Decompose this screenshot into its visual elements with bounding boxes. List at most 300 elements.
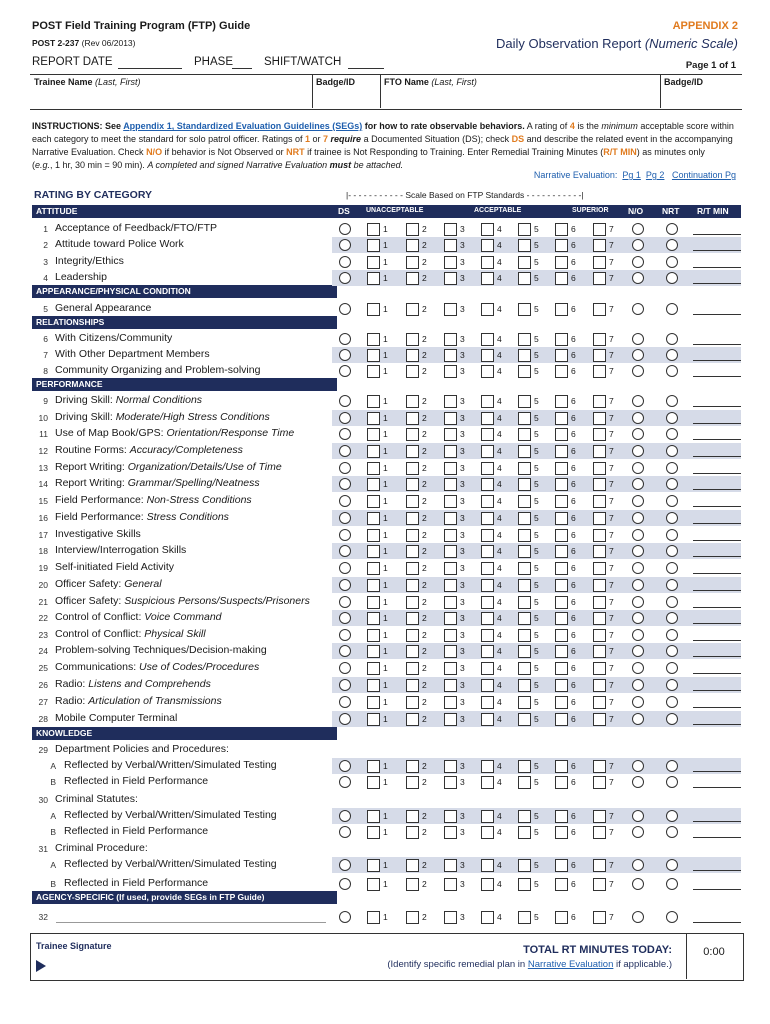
narrative-pg2-link[interactable]: Pg 2 [645,170,665,180]
rating-5-checkbox[interactable] [518,478,531,491]
rating-6-checkbox[interactable] [555,428,568,441]
nrt-radio[interactable] [666,562,678,574]
rating-3-checkbox[interactable] [444,223,457,236]
rating-5-checkbox[interactable] [518,512,531,525]
rating-2-checkbox[interactable] [406,412,419,425]
narrative-evaluation-link[interactable]: Narrative Evaluation [527,959,614,970]
rating-3-checkbox[interactable] [444,303,457,316]
rating-6-checkbox[interactable] [555,596,568,609]
rating-4-checkbox[interactable] [481,365,494,378]
seg-link[interactable]: Appendix 1, Standardized Evaluation Guidelines (SEGs) [123,121,363,131]
rating-3-checkbox[interactable] [444,365,457,378]
ds-radio[interactable] [339,462,351,474]
rt-min-field[interactable] [693,376,741,377]
rating-5-checkbox[interactable] [518,859,531,872]
rating-1-checkbox[interactable] [367,395,380,408]
rating-3-checkbox[interactable] [444,810,457,823]
rating-4-checkbox[interactable] [481,760,494,773]
rating-5-checkbox[interactable] [518,810,531,823]
rating-3-checkbox[interactable] [444,612,457,625]
rating-2-checkbox[interactable] [406,445,419,458]
rt-min-field[interactable] [693,673,741,674]
ds-radio[interactable] [339,826,351,838]
ds-radio[interactable] [339,495,351,507]
rt-min-field[interactable] [693,922,741,923]
rating-4-checkbox[interactable] [481,629,494,642]
rt-min-field[interactable] [693,590,741,591]
not-observed-radio[interactable] [632,303,644,315]
nrt-radio[interactable] [666,239,678,251]
rating-6-checkbox[interactable] [555,612,568,625]
rating-7-checkbox[interactable] [593,272,606,285]
rating-5-checkbox[interactable] [518,428,531,441]
ds-radio[interactable] [339,478,351,490]
rating-6-checkbox[interactable] [555,445,568,458]
rating-1-checkbox[interactable] [367,878,380,891]
rating-3-checkbox[interactable] [444,529,457,542]
ds-radio[interactable] [339,303,351,315]
rt-min-field[interactable] [693,690,741,691]
rating-2-checkbox[interactable] [406,239,419,252]
rating-5-checkbox[interactable] [518,495,531,508]
rating-1-checkbox[interactable] [367,272,380,285]
rating-4-checkbox[interactable] [481,562,494,575]
rating-5-checkbox[interactable] [518,256,531,269]
not-observed-radio[interactable] [632,223,644,235]
ds-radio[interactable] [339,272,351,284]
rating-5-checkbox[interactable] [518,239,531,252]
rating-4-checkbox[interactable] [481,478,494,491]
rt-min-field[interactable] [693,787,741,788]
rating-7-checkbox[interactable] [593,365,606,378]
rating-5-checkbox[interactable] [518,679,531,692]
rating-2-checkbox[interactable] [406,696,419,709]
rt-min-field[interactable] [693,267,741,268]
ds-radio[interactable] [339,562,351,574]
rating-2-checkbox[interactable] [406,545,419,558]
rating-6-checkbox[interactable] [555,645,568,658]
nrt-radio[interactable] [666,395,678,407]
nrt-radio[interactable] [666,878,678,890]
narrative-pg1-link[interactable]: Pg 1 [622,170,641,180]
nrt-radio[interactable] [666,911,678,923]
rating-1-checkbox[interactable] [367,495,380,508]
rating-5-checkbox[interactable] [518,911,531,924]
rating-5-checkbox[interactable] [518,303,531,316]
rating-1-checkbox[interactable] [367,545,380,558]
rating-6-checkbox[interactable] [555,662,568,675]
rt-min-field[interactable] [693,556,741,557]
not-observed-radio[interactable] [632,256,644,268]
ds-radio[interactable] [339,428,351,440]
rating-6-checkbox[interactable] [555,223,568,236]
not-observed-radio[interactable] [632,696,644,708]
rating-3-checkbox[interactable] [444,562,457,575]
rating-3-checkbox[interactable] [444,512,457,525]
ds-radio[interactable] [339,629,351,641]
rating-3-checkbox[interactable] [444,478,457,491]
rating-2-checkbox[interactable] [406,272,419,285]
nrt-radio[interactable] [666,478,678,490]
rt-min-field[interactable] [693,623,741,624]
rating-1-checkbox[interactable] [367,445,380,458]
ds-radio[interactable] [339,256,351,268]
rating-1-checkbox[interactable] [367,645,380,658]
rating-6-checkbox[interactable] [555,776,568,789]
rating-1-checkbox[interactable] [367,713,380,726]
rating-7-checkbox[interactable] [593,878,606,891]
rating-1-checkbox[interactable] [367,596,380,609]
rating-5-checkbox[interactable] [518,545,531,558]
rt-min-field[interactable] [693,870,741,871]
not-observed-radio[interactable] [632,629,644,641]
nrt-radio[interactable] [666,760,678,772]
rating-3-checkbox[interactable] [444,629,457,642]
rating-6-checkbox[interactable] [555,365,568,378]
rating-1-checkbox[interactable] [367,612,380,625]
rating-4-checkbox[interactable] [481,612,494,625]
rating-7-checkbox[interactable] [593,239,606,252]
rt-min-field[interactable] [693,837,741,838]
rating-2-checkbox[interactable] [406,428,419,441]
rating-7-checkbox[interactable] [593,859,606,872]
rt-min-field[interactable] [693,656,741,657]
not-observed-radio[interactable] [632,713,644,725]
rating-7-checkbox[interactable] [593,911,606,924]
rating-6-checkbox[interactable] [555,878,568,891]
rating-7-checkbox[interactable] [593,462,606,475]
rating-1-checkbox[interactable] [367,562,380,575]
rating-1-checkbox[interactable] [367,333,380,346]
rating-7-checkbox[interactable] [593,679,606,692]
ds-radio[interactable] [339,333,351,345]
report-date-field[interactable] [118,68,182,69]
not-observed-radio[interactable] [632,395,644,407]
rating-5-checkbox[interactable] [518,878,531,891]
nrt-radio[interactable] [666,826,678,838]
rating-1-checkbox[interactable] [367,223,380,236]
agency-specific-field[interactable] [56,922,326,923]
rating-5-checkbox[interactable] [518,562,531,575]
rating-5-checkbox[interactable] [518,223,531,236]
rating-2-checkbox[interactable] [406,495,419,508]
rating-2-checkbox[interactable] [406,512,419,525]
ds-radio[interactable] [339,239,351,251]
rt-min-field[interactable] [693,607,741,608]
rating-6-checkbox[interactable] [555,911,568,924]
rating-7-checkbox[interactable] [593,495,606,508]
shift-field[interactable] [348,68,384,69]
not-observed-radio[interactable] [632,428,644,440]
rating-7-checkbox[interactable] [593,478,606,491]
rating-5-checkbox[interactable] [518,412,531,425]
ds-radio[interactable] [339,223,351,235]
rating-1-checkbox[interactable] [367,579,380,592]
rt-min-field[interactable] [693,250,741,251]
ds-radio[interactable] [339,445,351,457]
rt-min-field[interactable] [693,523,741,524]
rating-5-checkbox[interactable] [518,579,531,592]
rating-3-checkbox[interactable] [444,349,457,362]
rating-7-checkbox[interactable] [593,596,606,609]
rating-3-checkbox[interactable] [444,428,457,441]
rating-5-checkbox[interactable] [518,395,531,408]
rating-4-checkbox[interactable] [481,529,494,542]
rating-6-checkbox[interactable] [555,272,568,285]
rating-6-checkbox[interactable] [555,760,568,773]
rating-5-checkbox[interactable] [518,445,531,458]
rating-3-checkbox[interactable] [444,545,457,558]
not-observed-radio[interactable] [632,495,644,507]
nrt-radio[interactable] [666,662,678,674]
rating-2-checkbox[interactable] [406,579,419,592]
rating-3-checkbox[interactable] [444,272,457,285]
rating-7-checkbox[interactable] [593,662,606,675]
nrt-radio[interactable] [666,365,678,377]
rating-4-checkbox[interactable] [481,826,494,839]
rating-3-checkbox[interactable] [444,679,457,692]
ds-radio[interactable] [339,713,351,725]
rating-2-checkbox[interactable] [406,223,419,236]
rating-3-checkbox[interactable] [444,662,457,675]
rating-7-checkbox[interactable] [593,562,606,575]
ds-radio[interactable] [339,911,351,923]
rating-3-checkbox[interactable] [444,878,457,891]
rating-7-checkbox[interactable] [593,445,606,458]
rating-5-checkbox[interactable] [518,776,531,789]
rating-2-checkbox[interactable] [406,826,419,839]
rating-3-checkbox[interactable] [444,445,457,458]
rating-4-checkbox[interactable] [481,679,494,692]
rating-4-checkbox[interactable] [481,239,494,252]
rt-min-field[interactable] [693,473,741,474]
rating-4-checkbox[interactable] [481,445,494,458]
nrt-radio[interactable] [666,696,678,708]
rating-4-checkbox[interactable] [481,696,494,709]
rating-4-checkbox[interactable] [481,810,494,823]
rating-7-checkbox[interactable] [593,333,606,346]
rating-5-checkbox[interactable] [518,529,531,542]
rating-5-checkbox[interactable] [518,713,531,726]
nrt-radio[interactable] [666,303,678,315]
nrt-radio[interactable] [666,272,678,284]
rt-min-field[interactable] [693,283,741,284]
nrt-radio[interactable] [666,512,678,524]
rating-7-checkbox[interactable] [593,826,606,839]
rating-2-checkbox[interactable] [406,713,419,726]
ds-radio[interactable] [339,859,351,871]
rating-6-checkbox[interactable] [555,579,568,592]
rating-1-checkbox[interactable] [367,776,380,789]
rating-7-checkbox[interactable] [593,629,606,642]
rating-2-checkbox[interactable] [406,662,419,675]
rating-1-checkbox[interactable] [367,478,380,491]
rating-4-checkbox[interactable] [481,256,494,269]
rating-4-checkbox[interactable] [481,333,494,346]
rt-min-field[interactable] [693,234,741,235]
not-observed-radio[interactable] [632,512,644,524]
rating-4-checkbox[interactable] [481,349,494,362]
rating-4-checkbox[interactable] [481,645,494,658]
nrt-radio[interactable] [666,810,678,822]
ds-radio[interactable] [339,696,351,708]
signature-field[interactable] [52,952,302,974]
rating-4-checkbox[interactable] [481,713,494,726]
rating-1-checkbox[interactable] [367,512,380,525]
rating-2-checkbox[interactable] [406,349,419,362]
rating-1-checkbox[interactable] [367,760,380,773]
rating-4-checkbox[interactable] [481,911,494,924]
rt-min-field[interactable] [693,640,741,641]
rt-min-field[interactable] [693,889,741,890]
nrt-radio[interactable] [666,545,678,557]
rating-3-checkbox[interactable] [444,859,457,872]
rating-1-checkbox[interactable] [367,810,380,823]
nrt-radio[interactable] [666,412,678,424]
nrt-radio[interactable] [666,579,678,591]
rating-2-checkbox[interactable] [406,596,419,609]
rating-6-checkbox[interactable] [555,696,568,709]
phase-field[interactable] [232,68,252,69]
not-observed-radio[interactable] [632,911,644,923]
nrt-radio[interactable] [666,349,678,361]
rating-4-checkbox[interactable] [481,395,494,408]
rating-1-checkbox[interactable] [367,629,380,642]
rating-5-checkbox[interactable] [518,349,531,362]
rating-7-checkbox[interactable] [593,696,606,709]
ds-radio[interactable] [339,412,351,424]
not-observed-radio[interactable] [632,445,644,457]
rating-5-checkbox[interactable] [518,662,531,675]
nrt-radio[interactable] [666,445,678,457]
nrt-radio[interactable] [666,645,678,657]
rt-min-field[interactable] [693,573,741,574]
rating-4-checkbox[interactable] [481,412,494,425]
rt-min-field[interactable] [693,724,741,725]
ds-radio[interactable] [339,662,351,674]
ds-radio[interactable] [339,349,351,361]
nrt-radio[interactable] [666,859,678,871]
rating-4-checkbox[interactable] [481,223,494,236]
rating-7-checkbox[interactable] [593,395,606,408]
rating-6-checkbox[interactable] [555,349,568,362]
rating-7-checkbox[interactable] [593,645,606,658]
rating-2-checkbox[interactable] [406,462,419,475]
rating-3-checkbox[interactable] [444,462,457,475]
rt-min-field[interactable] [693,360,741,361]
rating-4-checkbox[interactable] [481,878,494,891]
rating-3-checkbox[interactable] [444,239,457,252]
rating-4-checkbox[interactable] [481,579,494,592]
ds-radio[interactable] [339,810,351,822]
rating-4-checkbox[interactable] [481,545,494,558]
not-observed-radio[interactable] [632,859,644,871]
rating-5-checkbox[interactable] [518,272,531,285]
rating-3-checkbox[interactable] [444,760,457,773]
not-observed-radio[interactable] [632,462,644,474]
rating-1-checkbox[interactable] [367,428,380,441]
rating-2-checkbox[interactable] [406,859,419,872]
rating-1-checkbox[interactable] [367,662,380,675]
rt-min-field[interactable] [693,439,741,440]
rating-3-checkbox[interactable] [444,596,457,609]
ds-radio[interactable] [339,645,351,657]
rating-4-checkbox[interactable] [481,462,494,475]
rt-min-field[interactable] [693,540,741,541]
nrt-radio[interactable] [666,333,678,345]
rating-6-checkbox[interactable] [555,859,568,872]
rt-min-field[interactable] [693,314,741,315]
ds-radio[interactable] [339,596,351,608]
rating-1-checkbox[interactable] [367,349,380,362]
rating-4-checkbox[interactable] [481,512,494,525]
rating-2-checkbox[interactable] [406,529,419,542]
rating-6-checkbox[interactable] [555,462,568,475]
rating-1-checkbox[interactable] [367,239,380,252]
rating-5-checkbox[interactable] [518,826,531,839]
not-observed-radio[interactable] [632,239,644,251]
rating-5-checkbox[interactable] [518,645,531,658]
rating-1-checkbox[interactable] [367,365,380,378]
nrt-radio[interactable] [666,776,678,788]
not-observed-radio[interactable] [632,776,644,788]
ds-radio[interactable] [339,579,351,591]
rating-5-checkbox[interactable] [518,629,531,642]
ds-radio[interactable] [339,395,351,407]
rating-2-checkbox[interactable] [406,303,419,316]
nrt-radio[interactable] [666,428,678,440]
rating-6-checkbox[interactable] [555,826,568,839]
narrative-continuation-link[interactable]: Continuation Pg [671,170,736,180]
rating-6-checkbox[interactable] [555,512,568,525]
rating-3-checkbox[interactable] [444,579,457,592]
rating-7-checkbox[interactable] [593,713,606,726]
rating-4-checkbox[interactable] [481,859,494,872]
rating-4-checkbox[interactable] [481,662,494,675]
rt-min-field[interactable] [693,423,741,424]
not-observed-radio[interactable] [632,478,644,490]
rating-7-checkbox[interactable] [593,512,606,525]
not-observed-radio[interactable] [632,878,644,890]
rating-3-checkbox[interactable] [444,256,457,269]
rating-7-checkbox[interactable] [593,303,606,316]
nrt-radio[interactable] [666,256,678,268]
rating-3-checkbox[interactable] [444,713,457,726]
rating-2-checkbox[interactable] [406,776,419,789]
rating-3-checkbox[interactable] [444,826,457,839]
not-observed-radio[interactable] [632,662,644,674]
rating-7-checkbox[interactable] [593,256,606,269]
rating-5-checkbox[interactable] [518,365,531,378]
rating-1-checkbox[interactable] [367,911,380,924]
rating-2-checkbox[interactable] [406,810,419,823]
rating-3-checkbox[interactable] [444,645,457,658]
rating-6-checkbox[interactable] [555,239,568,252]
rating-6-checkbox[interactable] [555,629,568,642]
rating-2-checkbox[interactable] [406,562,419,575]
rating-7-checkbox[interactable] [593,810,606,823]
not-observed-radio[interactable] [632,529,644,541]
rating-1-checkbox[interactable] [367,412,380,425]
not-observed-radio[interactable] [632,612,644,624]
not-observed-radio[interactable] [632,562,644,574]
rating-7-checkbox[interactable] [593,412,606,425]
rt-min-field[interactable] [693,821,741,822]
rating-2-checkbox[interactable] [406,395,419,408]
rating-1-checkbox[interactable] [367,696,380,709]
rating-7-checkbox[interactable] [593,223,606,236]
rating-6-checkbox[interactable] [555,529,568,542]
